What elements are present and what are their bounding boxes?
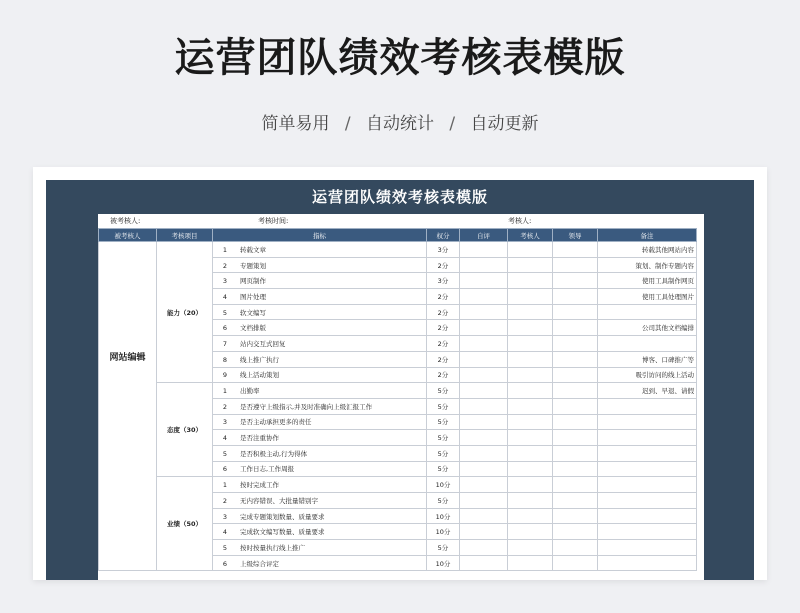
note-cell: 公司其他文档编排: [598, 320, 697, 336]
assessor-eval-cell: [508, 524, 553, 540]
assessor-eval-cell: [508, 367, 553, 383]
indicator-cell: [213, 540, 427, 556]
assessor-eval-cell: [508, 430, 553, 446]
indicator-cell: [213, 367, 427, 383]
table-body: [99, 242, 697, 571]
indicator-text: 是否积极主动,行为得体: [240, 449, 308, 458]
indicator-text: 是否注重协作: [240, 434, 279, 443]
row-number: 7: [222, 339, 228, 348]
row-number: 3: [222, 418, 228, 427]
leader-eval-cell: [553, 477, 598, 493]
table-row: [99, 383, 697, 399]
assessor-eval-cell: [508, 320, 553, 336]
row-number: 3: [222, 277, 228, 286]
indicator-cell: [213, 524, 427, 540]
indicator-cell: [213, 508, 427, 524]
score-cell: 2分: [427, 257, 460, 273]
indicator-text: 站内交互式回复: [240, 339, 286, 348]
score-cell: 10分: [427, 555, 460, 571]
score-cell: 5分: [427, 540, 460, 556]
leader-eval-cell: [553, 289, 598, 305]
assessor-eval-cell: [508, 555, 553, 571]
score-cell: 5分: [427, 414, 460, 430]
indicator-text: 转载文章: [240, 245, 266, 254]
score-cell: 5分: [427, 445, 460, 461]
score-cell: 3分: [427, 273, 460, 289]
leader-eval-cell: [553, 555, 598, 571]
assessor-eval-cell: [508, 493, 553, 509]
self-eval-cell: [460, 540, 508, 556]
indicator-cell: [213, 273, 427, 289]
indicator-text: 软文编写: [240, 308, 266, 317]
row-number: 8: [222, 355, 228, 364]
indicator-text: 是否遵守上级指示,并及时准确向上级汇报工作: [240, 402, 373, 411]
self-eval-cell: [460, 508, 508, 524]
indicator-text: 无内容错误、大批量错别字: [240, 496, 318, 505]
assessor-eval-cell: [508, 257, 553, 273]
indicator-text: 上级综合评定: [240, 559, 279, 568]
assessor-eval-cell: [508, 273, 553, 289]
note-cell: 博客、口碑推广等: [598, 351, 697, 367]
score-cell: 10分: [427, 508, 460, 524]
leader-eval-cell: [553, 540, 598, 556]
leader-eval-cell: [553, 461, 598, 477]
leader-eval-cell: [553, 367, 598, 383]
table-row: [99, 477, 697, 493]
note-cell: [598, 508, 697, 524]
column-header: 被考核人: [99, 229, 157, 242]
indicator-text: 按时完成工作: [240, 481, 279, 490]
row-number: 1: [222, 387, 228, 396]
note-cell: [598, 555, 697, 571]
meta-time-label: 考核时间:: [258, 217, 289, 225]
indicator-cell: [213, 289, 427, 305]
assessment-table: [98, 228, 697, 571]
indicator-cell: [213, 242, 427, 258]
indicator-text: 是否主动承担更多的责任: [240, 418, 312, 427]
department-cell: 网站编辑: [99, 242, 157, 571]
assessor-eval-cell: [508, 289, 553, 305]
indicator-text: 图片处理: [240, 292, 266, 301]
score-cell: 2分: [427, 336, 460, 352]
note-cell: [598, 414, 697, 430]
score-cell: 3分: [427, 242, 460, 258]
note-cell: 策划、制作专题内容: [598, 257, 697, 273]
row-number: 4: [222, 434, 228, 443]
note-cell: [598, 445, 697, 461]
score-cell: 2分: [427, 351, 460, 367]
column-header: 考核项目: [157, 229, 213, 242]
assessor-eval-cell: [508, 477, 553, 493]
row-number: 2: [222, 261, 228, 270]
note-cell: [598, 524, 697, 540]
score-cell: 5分: [427, 383, 460, 399]
category-cell: 态度（30）: [157, 383, 213, 477]
leader-eval-cell: [553, 304, 598, 320]
leader-eval-cell: [553, 336, 598, 352]
leader-eval-cell: [553, 273, 598, 289]
note-cell: [598, 398, 697, 414]
self-eval-cell: [460, 398, 508, 414]
note-cell: [598, 540, 697, 556]
self-eval-cell: [460, 336, 508, 352]
note-cell: 转载其他网站内容: [598, 242, 697, 258]
assessor-eval-cell: [508, 336, 553, 352]
page-title: 运营团队绩效考核表模版: [174, 35, 626, 81]
indicator-text: 完成专题策划数量、质量要求: [240, 512, 325, 521]
subtitle-item-update: 自动更新: [470, 114, 539, 134]
subtitle: [0, 111, 800, 137]
row-number: 2: [222, 402, 228, 411]
indicator-text: 按时按量执行线上推广: [240, 543, 305, 552]
self-eval-cell: [460, 493, 508, 509]
score-cell: 2分: [427, 304, 460, 320]
score-cell: 2分: [427, 320, 460, 336]
indicator-cell: [213, 398, 427, 414]
column-header: 自评: [460, 229, 508, 242]
table-header-row: [99, 229, 697, 242]
self-eval-cell: [460, 414, 508, 430]
preview-card: [33, 167, 767, 580]
row-number: 4: [222, 528, 228, 537]
self-eval-cell: [460, 242, 508, 258]
assessor-eval-cell: [508, 445, 553, 461]
leader-eval-cell: [553, 257, 598, 273]
assessor-eval-cell: [508, 351, 553, 367]
note-cell: [598, 430, 697, 446]
self-eval-cell: [460, 383, 508, 399]
score-cell: 5分: [427, 398, 460, 414]
column-header: 领导: [553, 229, 598, 242]
leader-eval-cell: [553, 383, 598, 399]
leader-eval-cell: [553, 414, 598, 430]
note-cell: [598, 461, 697, 477]
leader-eval-cell: [553, 351, 598, 367]
subtitle-item-easy: 简单易用: [261, 114, 330, 134]
assessor-eval-cell: [508, 398, 553, 414]
indicator-cell: [213, 304, 427, 320]
assessor-eval-cell: [508, 461, 553, 477]
indicator-text: 专题策划: [240, 261, 266, 270]
score-cell: 2分: [427, 367, 460, 383]
subtitle-separator: /: [344, 114, 351, 134]
row-number: 1: [222, 481, 228, 490]
indicator-cell: [213, 414, 427, 430]
self-eval-cell: [460, 289, 508, 305]
self-eval-cell: [460, 304, 508, 320]
note-cell: [598, 336, 697, 352]
indicator-text: 出勤率: [240, 387, 260, 396]
indicator-cell: [213, 351, 427, 367]
leader-eval-cell: [553, 242, 598, 258]
assessor-eval-cell: [508, 540, 553, 556]
row-number: 1: [222, 245, 228, 254]
indicator-cell: [213, 257, 427, 273]
category-cell: 能力（20）: [157, 242, 213, 383]
row-number: 5: [222, 543, 228, 552]
indicator-text: 线上推广执行: [240, 355, 279, 364]
indicator-cell: [213, 461, 427, 477]
meta-assessor-label: 考核人:: [508, 217, 532, 225]
self-eval-cell: [460, 477, 508, 493]
indicator-cell: [213, 493, 427, 509]
indicator-text: 线上活动策划: [240, 371, 279, 380]
indicator-cell: [213, 430, 427, 446]
indicator-cell: [213, 383, 427, 399]
leader-eval-cell: [553, 320, 598, 336]
indicator-cell: [213, 555, 427, 571]
row-number: 4: [222, 292, 228, 301]
leader-eval-cell: [553, 493, 598, 509]
leader-eval-cell: [553, 430, 598, 446]
leader-eval-cell: [553, 398, 598, 414]
column-header: 权分: [427, 229, 460, 242]
note-cell: [598, 493, 697, 509]
assessor-eval-cell: [508, 508, 553, 524]
note-cell: [598, 304, 697, 320]
category-cell: 业绩（50）: [157, 477, 213, 571]
score-cell: 5分: [427, 493, 460, 509]
note-cell: 吸引访问的线上活动: [598, 367, 697, 383]
self-eval-cell: [460, 367, 508, 383]
indicator-cell: [213, 336, 427, 352]
self-eval-cell: [460, 273, 508, 289]
score-cell: 5分: [427, 461, 460, 477]
meta-row: [98, 214, 704, 228]
sheet-title: 运营团队绩效考核表模版: [311, 188, 488, 206]
row-number: 3: [222, 512, 228, 521]
note-cell: 使用工具制作网页: [598, 273, 697, 289]
leader-eval-cell: [553, 524, 598, 540]
assessor-eval-cell: [508, 242, 553, 258]
self-eval-cell: [460, 430, 508, 446]
score-cell: 10分: [427, 524, 460, 540]
self-eval-cell: [460, 461, 508, 477]
meta-assessed-label: 被考核人:: [110, 217, 141, 225]
indicator-cell: [213, 445, 427, 461]
leader-eval-cell: [553, 445, 598, 461]
indicator-cell: [213, 477, 427, 493]
score-cell: 2分: [427, 289, 460, 305]
spreadsheet-preview: [46, 180, 754, 580]
indicator-text: 工作日志,工作周报: [240, 465, 295, 474]
note-cell: [598, 477, 697, 493]
indicator-text: 完成软文编写数量、质量要求: [240, 528, 325, 537]
self-eval-cell: [460, 257, 508, 273]
table-row: [99, 242, 697, 258]
column-header: 指标: [213, 229, 427, 242]
self-eval-cell: [460, 445, 508, 461]
assessor-eval-cell: [508, 304, 553, 320]
column-header: 备注: [598, 229, 697, 242]
leader-eval-cell: [553, 508, 598, 524]
subtitle-separator: /: [449, 114, 456, 134]
assessor-eval-cell: [508, 383, 553, 399]
subtitle-item-stats: 自动统计: [366, 114, 434, 134]
self-eval-cell: [460, 524, 508, 540]
self-eval-cell: [460, 351, 508, 367]
row-number: 2: [222, 496, 228, 505]
indicator-cell: [213, 320, 427, 336]
score-cell: 5分: [427, 430, 460, 446]
self-eval-cell: [460, 555, 508, 571]
row-number: 5: [222, 449, 228, 458]
row-number: 5: [222, 308, 228, 317]
row-number: 9: [222, 371, 228, 380]
note-cell: 迟到、早退、请假: [598, 383, 697, 399]
indicator-text: 网页制作: [240, 277, 266, 286]
assessor-eval-cell: [508, 414, 553, 430]
row-number: 6: [222, 465, 228, 474]
self-eval-cell: [460, 320, 508, 336]
column-header: 考核人: [508, 229, 553, 242]
sheet-paper: [98, 214, 704, 580]
score-cell: 10分: [427, 477, 460, 493]
note-cell: 使用工具处理图片: [598, 289, 697, 305]
indicator-text: 文档排版: [240, 324, 266, 333]
row-number: 6: [222, 559, 228, 568]
row-number: 6: [222, 324, 228, 333]
